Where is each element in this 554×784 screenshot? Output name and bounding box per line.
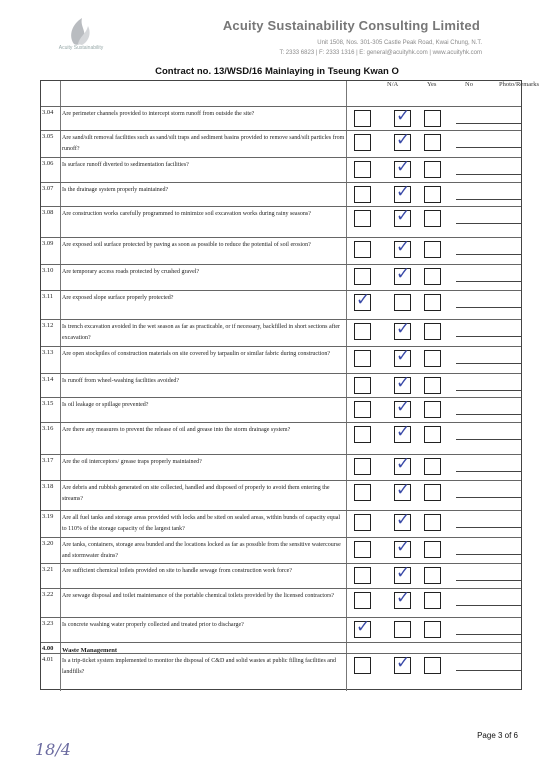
checkbox-n-a[interactable] <box>354 134 371 151</box>
check-mark-icon: ✓ <box>396 480 411 500</box>
checkbox-no[interactable] <box>424 323 441 340</box>
checkbox-no[interactable] <box>424 401 441 418</box>
question-text: Are construction works carefully programmed to minimize soil excavation works during rainy seasons? <box>62 211 311 217</box>
checkbox-no[interactable] <box>424 541 441 558</box>
checkbox-n-a[interactable] <box>354 458 371 475</box>
item-number: 4.01 <box>42 656 54 663</box>
check-mark-icon: ✓ <box>396 319 411 339</box>
check-mark-icon: ✓ <box>396 422 411 442</box>
checkbox-n-a[interactable] <box>354 567 371 584</box>
checkbox-n-a[interactable] <box>354 514 371 531</box>
question-text: Are tanks, containers, storage area bunded and the locations locked as far as possible from the sensitive watercourse and stormwater drains? <box>62 542 341 559</box>
question-text: Is runoff from wheel-washing facilities avoided? <box>62 378 180 384</box>
section-title: Waste Management <box>62 647 118 654</box>
remarks-line[interactable] <box>456 147 522 148</box>
question-text: Are exposed slope surface properly protected? <box>62 295 174 301</box>
company-name: Acuity Sustainability Consulting Limited <box>222 18 480 33</box>
company-address <box>182 38 482 58</box>
col-header-remarks: Photo/Remarks <box>499 81 540 88</box>
remarks-line[interactable] <box>456 223 522 224</box>
item-number: 3.05 <box>42 133 54 140</box>
check-mark-icon: ✓ <box>356 617 371 637</box>
table-row <box>41 454 521 480</box>
question-text: Is oil leakage or spillage prevented? <box>62 402 149 408</box>
remarks-line[interactable] <box>456 634 522 635</box>
item-number: 3.21 <box>42 566 54 573</box>
address-line-2: T: 2333 6823 | F: 2333 1316 | E: general@acuityhk.com | www.acuityhk.com <box>279 50 482 56</box>
item-number: 3.16 <box>42 425 54 432</box>
question-text: Are open stockpiles of construction materials on site covered by tarpaulin or similar fabric during construction? <box>62 351 331 357</box>
checkbox-no[interactable] <box>424 377 441 394</box>
table-row <box>41 182 521 206</box>
remarks-line[interactable] <box>456 363 522 364</box>
question-text: Are sand/silt removal facilities such as sand/silt traps and sediment basins provided to remove sand/silt particles from runoff? <box>62 135 345 152</box>
item-number: 3.06 <box>42 160 54 167</box>
checkbox-n-a[interactable] <box>354 592 371 609</box>
checkbox-no[interactable] <box>424 110 441 127</box>
checkbox-n-a[interactable] <box>354 186 371 203</box>
question-text: Are sufficient chemical toilets provided on site to handle sewage from construction work force? <box>62 568 292 574</box>
checkbox-n-a[interactable] <box>354 401 371 418</box>
remarks-line[interactable] <box>456 307 522 308</box>
address-line-1: Unit 1508, Nos. 301-305 Castle Peak Road, Kwai Chung, N.T. <box>317 40 482 46</box>
handwritten-note: 18/4 <box>35 740 71 759</box>
check-mark-icon: ✓ <box>396 454 411 474</box>
check-mark-icon: ✓ <box>396 588 411 608</box>
checkbox-no[interactable] <box>424 621 441 638</box>
remarks-line[interactable] <box>456 527 522 528</box>
table-row <box>41 537 521 563</box>
checkbox-n-a[interactable] <box>354 210 371 227</box>
table-row <box>41 237 521 264</box>
checkbox-no[interactable] <box>424 657 441 674</box>
checkbox-n-a[interactable] <box>354 161 371 178</box>
checkbox-n-a[interactable] <box>354 426 371 443</box>
item-number: 3.07 <box>42 185 54 192</box>
checkbox-no[interactable] <box>424 134 441 151</box>
checkbox-n-a[interactable] <box>354 484 371 501</box>
check-mark-icon: ✓ <box>396 346 411 366</box>
remarks-line[interactable] <box>456 174 522 175</box>
item-number: 3.17 <box>42 457 54 464</box>
item-number: 3.08 <box>42 209 54 216</box>
question-text: Are perimeter channels provided to intercept storm runoff from outside the site? <box>62 111 255 117</box>
table-row <box>41 588 521 617</box>
check-mark-icon: ✓ <box>396 510 411 530</box>
checkbox-no[interactable] <box>424 241 441 258</box>
remarks-line[interactable] <box>456 439 522 440</box>
question-text: Are all fuel tanks and storage areas provided with locks and be sited on sealed areas, within bunds of capacity equal to 110% of the storage capacity of the largest tank? <box>62 515 341 532</box>
remarks-line[interactable] <box>456 471 522 472</box>
check-mark-icon: ✓ <box>356 290 371 310</box>
check-mark-icon: ✓ <box>396 537 411 557</box>
question-text: Is trench excavation avoided in the wet season as far as practicable, or if necessary, backfilled in short sections after excavation? <box>62 324 340 341</box>
checkbox-n-a[interactable] <box>354 241 371 258</box>
table-row <box>41 397 521 422</box>
table-row <box>41 653 521 688</box>
question-text: Are sewage disposal and toilet maintenance of the portable chemical toilets provided by the licensed contractors? <box>62 593 335 599</box>
question-text: Are the oil interceptors/ grease traps properly maintained? <box>62 459 202 465</box>
table-row <box>41 319 521 346</box>
question-text: Is concrete washing water properly collected and treated prior to discharge? <box>62 622 244 628</box>
item-number: 3.11 <box>42 293 54 300</box>
remarks-line[interactable] <box>456 554 522 555</box>
table-row <box>41 480 521 510</box>
question-text: Is a trip-ticket system implemented to monitor the disposal of C&D and solid wastes at public filling facilities and landfills? <box>62 658 336 675</box>
item-number: 3.04 <box>42 109 54 116</box>
checkbox-n-a[interactable] <box>354 323 371 340</box>
item-number: 3.10 <box>42 267 54 274</box>
table-row <box>41 290 521 319</box>
check-mark-icon: ✓ <box>396 653 411 673</box>
col-header-na: N/A <box>387 81 399 88</box>
checklist-table <box>40 80 540 690</box>
check-mark-icon: ✓ <box>396 157 411 177</box>
item-number: 3.19 <box>42 513 54 520</box>
checkbox-no[interactable] <box>424 161 441 178</box>
table-row <box>41 206 521 237</box>
item-number: 3.09 <box>42 240 54 247</box>
question-text: Are there any measures to prevent the release of oil and grease into the storm drainage system? <box>62 427 291 433</box>
question-text: Are exposed soil surface protected by paving as soon as possible to reduce the potential of soil erosion? <box>62 242 311 248</box>
check-mark-icon: ✓ <box>396 563 411 583</box>
logo-text: Acuity Sustainability <box>58 45 104 51</box>
check-mark-icon: ✓ <box>396 237 411 257</box>
check-mark-icon: ✓ <box>396 182 411 202</box>
checkbox-no[interactable] <box>424 210 441 227</box>
item-number: 3.23 <box>42 620 54 627</box>
checkbox-n-a[interactable] <box>354 541 371 558</box>
table-row <box>41 264 521 290</box>
item-number: 3.22 <box>42 591 54 598</box>
item-number: 3.20 <box>42 540 54 547</box>
checkbox-no[interactable] <box>424 484 441 501</box>
table-row <box>41 130 521 157</box>
checkbox-yes[interactable] <box>394 294 411 311</box>
col-header-yes: Yes <box>427 81 437 88</box>
check-mark-icon: ✓ <box>396 264 411 284</box>
checkbox-no[interactable] <box>424 350 441 367</box>
checkbox-no[interactable] <box>424 268 441 285</box>
question-text: Is the drainage system properly maintained? <box>62 187 169 193</box>
remarks-line[interactable] <box>456 497 522 498</box>
checkbox-n-a[interactable] <box>354 350 371 367</box>
check-mark-icon: ✓ <box>396 106 411 126</box>
remarks-line[interactable] <box>456 123 522 124</box>
remarks-line[interactable] <box>456 281 522 282</box>
checkbox-no[interactable] <box>424 294 441 311</box>
remarks-line[interactable] <box>456 605 522 606</box>
check-mark-icon: ✓ <box>396 206 411 226</box>
col-header-no: No <box>465 81 473 88</box>
table-row <box>41 106 521 130</box>
item-number: 3.14 <box>42 376 54 383</box>
contract-title: Contract no. 13/WSD/16 Mainlaying in Tseung Kwan O <box>155 66 399 77</box>
checkbox-n-a[interactable] <box>354 268 371 285</box>
table-row <box>41 157 521 182</box>
table-row <box>41 563 521 588</box>
table-row <box>41 346 521 373</box>
remarks-line[interactable] <box>456 390 522 391</box>
remarks-line[interactable] <box>456 199 522 200</box>
remarks-line[interactable] <box>456 336 522 337</box>
company-logo-icon <box>60 14 100 60</box>
question-text: Are debris and rubbish generated on site collected, handled and disposed of properly to avoid them entering the streams? <box>62 485 330 502</box>
checkbox-no[interactable] <box>424 514 441 531</box>
checkbox-no[interactable] <box>424 458 441 475</box>
checkbox-n-a[interactable] <box>354 377 371 394</box>
table-row <box>41 422 521 454</box>
item-number: 3.18 <box>42 483 54 490</box>
remarks-line[interactable] <box>456 670 522 671</box>
checkbox-no[interactable] <box>424 592 441 609</box>
remarks-line[interactable] <box>456 414 522 415</box>
question-text: Is surface runoff diverted to sedimentation facilities? <box>62 162 189 168</box>
checkbox-no[interactable] <box>424 186 441 203</box>
page-number: Page 3 of 6 <box>477 731 518 740</box>
check-mark-icon: ✓ <box>396 373 411 393</box>
check-mark-icon: ✓ <box>396 397 411 417</box>
item-number: 3.13 <box>42 349 54 356</box>
checkbox-yes[interactable] <box>394 621 411 638</box>
item-number: 3.12 <box>42 322 54 329</box>
checkbox-n-a[interactable] <box>354 110 371 127</box>
checkbox-no[interactable] <box>424 426 441 443</box>
checkbox-no[interactable] <box>424 567 441 584</box>
item-number: 4.00 <box>42 645 54 652</box>
remarks-line[interactable] <box>456 254 522 255</box>
checkbox-n-a[interactable] <box>354 657 371 674</box>
table-row <box>41 373 521 397</box>
check-mark-icon: ✓ <box>396 130 411 150</box>
table-row <box>41 617 521 642</box>
item-number: 3.15 <box>42 400 54 407</box>
table-row <box>41 510 521 537</box>
table-row <box>41 642 521 653</box>
remarks-line[interactable] <box>456 580 522 581</box>
question-text: Are temporary access roads protected by crushed gravel? <box>62 269 200 275</box>
